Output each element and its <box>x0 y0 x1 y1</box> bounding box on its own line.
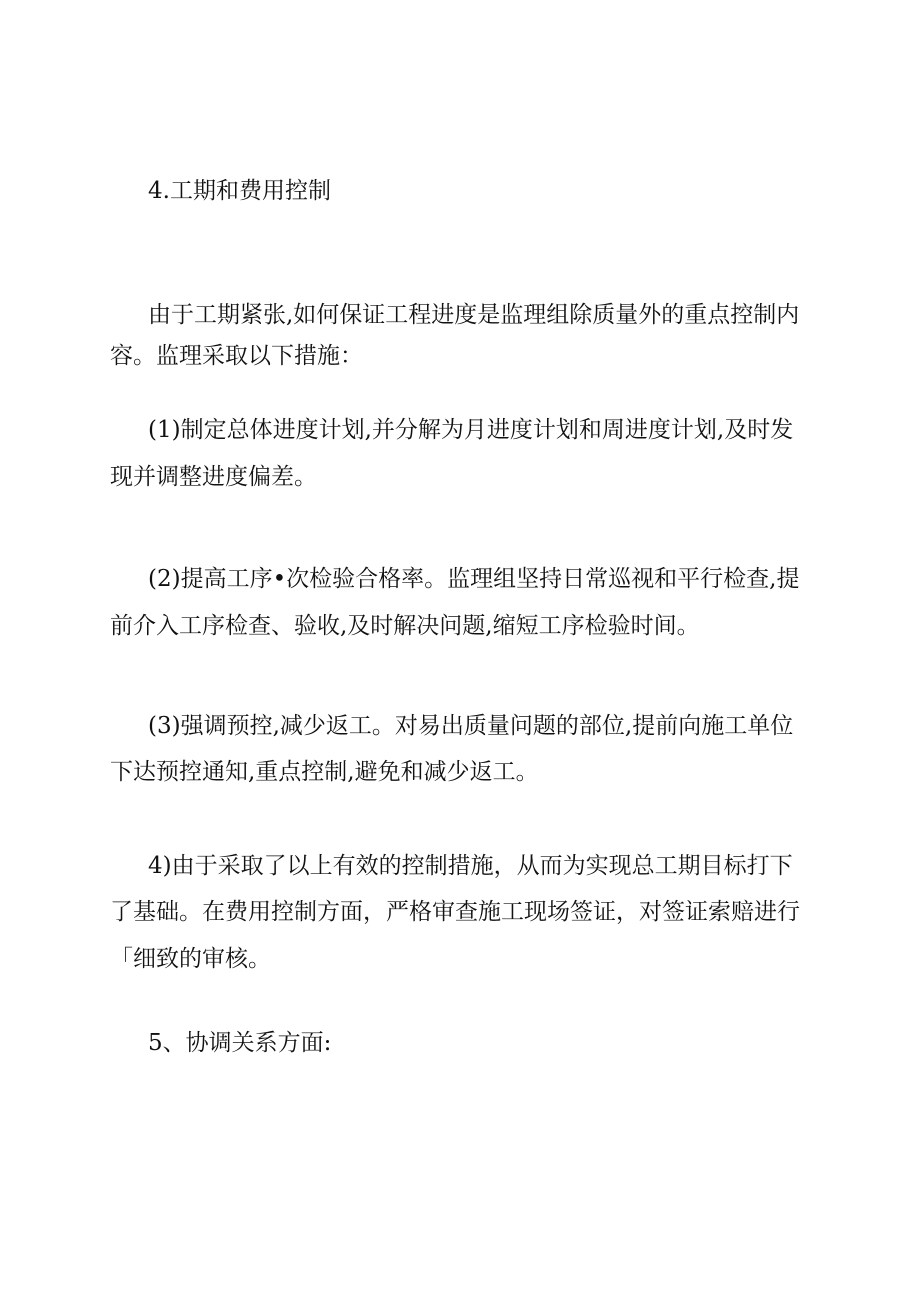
paragraph-intro-line-2: 容。监理采取以下措施： <box>110 343 363 369</box>
document-page <box>110 0 820 1301</box>
paragraph-intro-line-1: 由于工期紧张,如何保证工程进度是监理组除质量外的重点控制内 <box>148 302 800 328</box>
measure-4-line-2: 了基础。在费用控制方面，严格审查施工现场签证，对签证索赔进行 <box>110 899 800 925</box>
section-heading-4: 4.工期和费用控制 <box>148 178 331 204</box>
measure-1-line-2: 现并调整进度偏差。 <box>110 464 317 490</box>
measure-3-line-1: (3)强调预控,减少返工。对易出质量问题的部位,提前向施工单位 <box>148 713 794 739</box>
measure-1-line-1: (1)制定总体进度计划,并分解为月进度计划和周进度计划,及时发 <box>148 417 794 443</box>
measure-4-line-3: 「细致的审核。 <box>110 946 271 972</box>
measure-2-line-2: 前介入工序检查、验收,及时解决问题,缩短工序检验时间。 <box>110 613 700 639</box>
measure-3-line-2: 下达预控通知,重点控制,避免和减少返工。 <box>110 759 539 785</box>
measure-4-line-1: 4)由于采取了以上有效的控制措施，从而为实现总工期目标打下 <box>148 853 793 879</box>
measure-2-line-1: (2)提高工序•次检验合格率。监理组坚持日常巡视和平行检查,提 <box>148 566 800 592</box>
section-heading-5: 5、协调关系方面: <box>148 1030 332 1056</box>
